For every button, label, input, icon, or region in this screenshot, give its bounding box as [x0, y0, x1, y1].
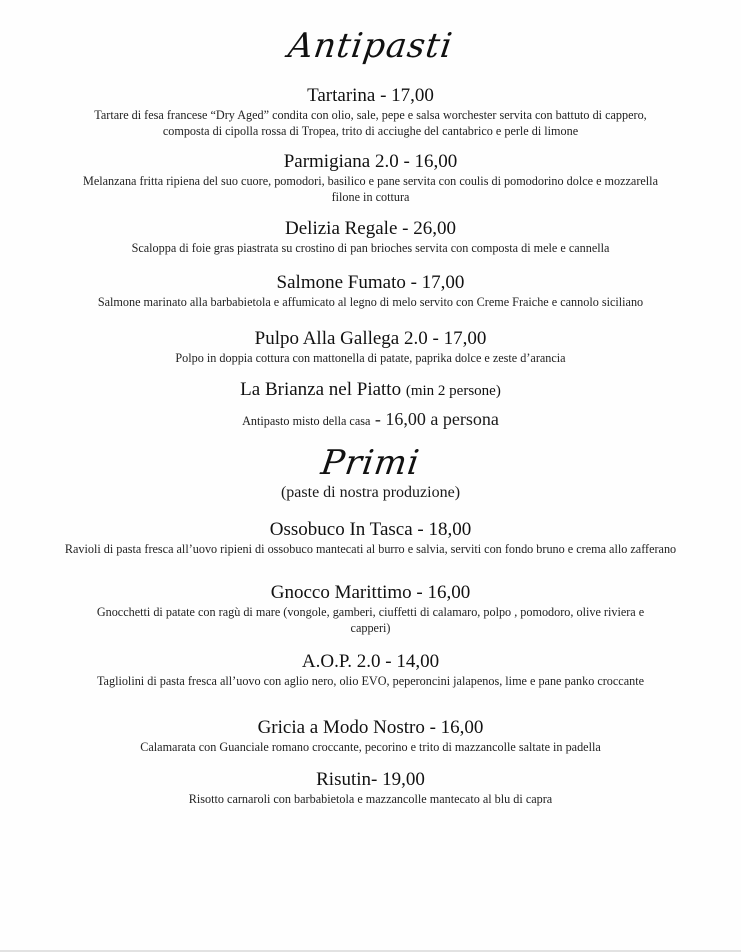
dish-name: Gnocco Marittimo - 16,00 [270, 582, 471, 603]
dish-description: Risotto carnaroli con barbabietola e mazzancolle mantecato al blu di capra [188, 792, 553, 806]
dish-description: Melanzana fritta ripiena del suo cuore, pomodori, basilico e pane servita con coulis di pomodorino dolce e mozzarella filone in cottura [83, 174, 658, 204]
dish-name: Ossobuco In Tasca - 18,00 [269, 519, 472, 540]
dish-name: Tartarina - 17,00 [307, 85, 434, 106]
dish-name: Pulpo Alla Gallega 2.0 - 17,00 [254, 328, 487, 349]
dish-salmone-fumato [0, 272, 741, 310]
dish-name: Gricia a Modo Nostro - 16,00 [257, 717, 484, 738]
dish-gricia-a-modo-nostro [0, 717, 741, 755]
dish-description: Calamarata con Guanciale romano croccante, pecorino e trito di mazzancolle saltate in padella [140, 740, 601, 754]
dish-name: Parmigiana 2.0 - 16,00 [283, 151, 458, 172]
dish-name: Delizia Regale - 26,00 [285, 218, 456, 239]
dish-ossobuco-in-tasca [0, 519, 741, 557]
dish-parmigiana [0, 151, 741, 205]
dish-price: 16,00 a persona [385, 409, 499, 429]
dish-gnocco-marittimo [0, 582, 741, 636]
dish-pulpo-alla-gallega [0, 328, 741, 366]
dish-tartarina [0, 85, 741, 139]
dish-name: Risutin- 19,00 [316, 769, 425, 790]
dish-name: La Brianza nel Piatto [240, 379, 402, 400]
dish-delizia-regale [0, 218, 741, 256]
section-title-primi: Primi [318, 443, 423, 483]
dish-description: Gnocchetti di patate con ragù di mare (vongole, gamberi, ciuffetti di calamaro, polpo , pomodoro, olive riviera e capperi) [96, 605, 645, 635]
dish-description: Scaloppa di foie gras piastrata su crostino di pan brioches servita con composta di mele e cannella [131, 241, 610, 255]
dish-note: (min 2 persone) [405, 383, 501, 399]
dish-aop [0, 651, 741, 689]
dish-la-brianza-nel-piatto [0, 379, 741, 432]
dish-name: A.O.P. 2.0 - 14,00 [301, 651, 440, 672]
dish-description: Tartare di fesa francese “Dry Aged” condita con olio, sale, pepe e salsa worchester servita con battuto di cappero, composta di cipolla rossa di Tropea, trito di acciughe del cantabrico e perle di limone [94, 108, 647, 138]
section-subtitle-primi: (paste di nostra produzione) [280, 484, 461, 501]
dish-description: Salmone marinato alla barbabietola e affumicato al legno di melo servito con Creme Fraiche e cannolo siciliano [97, 295, 644, 309]
dish-risutin [0, 769, 741, 807]
price-separator: - [370, 409, 386, 429]
dish-description: Polpo in doppia cottura con mattonella di patate, paprika dolce e zeste d’arancia [175, 351, 566, 365]
dish-name: Salmone Fumato - 17,00 [276, 272, 465, 293]
dish-description: Antipasto misto della casa [242, 414, 371, 428]
dish-description: Ravioli di pasta fresca all’uovo ripieni di ossobuco mantecati al burro e salvia, serviti con fondo bruno e crema allo zafferano [64, 542, 677, 556]
section-title-antipasti: Antipasti [285, 26, 456, 66]
dish-description: Tagliolini di pasta fresca all’uovo con aglio nero, olio EVO, peperoncini jalapenos, lime e pane panko croccante [96, 674, 645, 688]
